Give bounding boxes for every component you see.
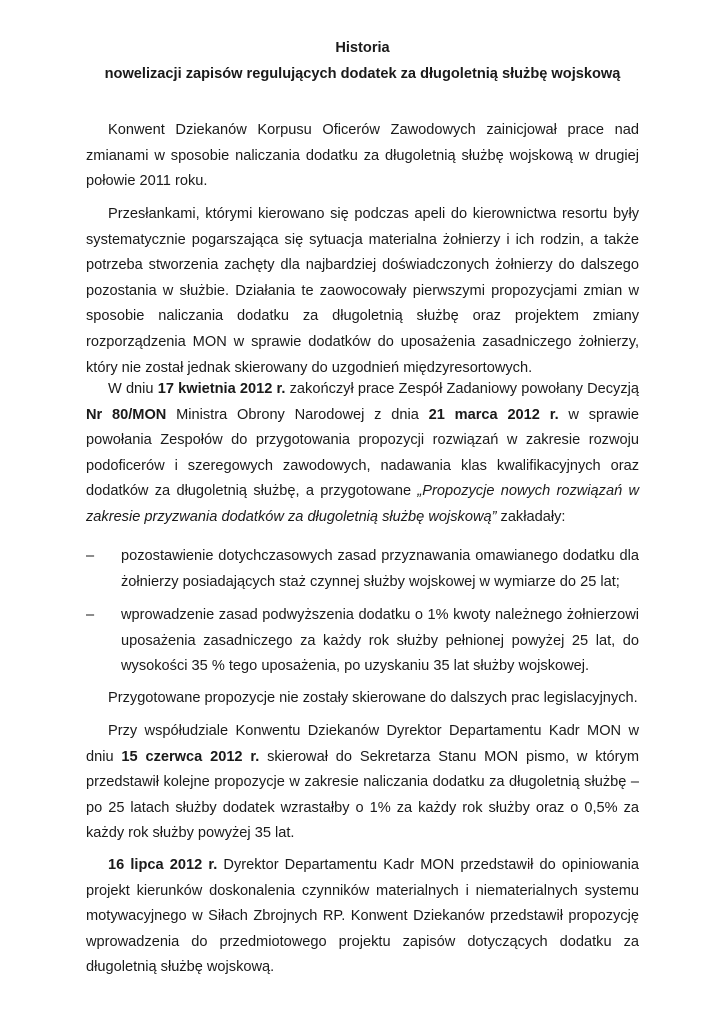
paragraph-2: Przesłankami, którymi kierowano się podczas apeli do kierownictwa resortu były systematycznie pogarszająca się sytuacja materialna żołnierzy i ich rodzin, a także potrzeba stworzenia zachęty dla najbardziej doświadczonych żołnierzy do dalszego pozostania w służbie. Działania te zaowocowały pierwszymi propozycjami zmian w sposobie naliczania dodatku za długoletnią służbę oraz projektem zmiany rozporządzenia MON w sprawie dodatków do uposażenia zasadniczego żołnierzy, który nie został jednak skierowany do uzgodnień międzyresortowych. (86, 206, 639, 376)
p3-text-e: Ministra Obrony Narodowej z dnia (166, 406, 429, 423)
p3-text-i: zakładały: (496, 508, 566, 525)
p3-text-c: zakończył prace Zespół Zadaniowy powołany Decyzją (285, 381, 640, 397)
paragraph-4: Przygotowane propozycje nie zostały skierowane do dalszych prac legislacyjnych. (108, 690, 638, 706)
p6-text-b: Dyrektor Departamentu Kadr MON przedstawił do opiniowania projekt kierunków doskonalenia czynników materialnych i niematerialnych systemu motywacyjnego w Siłach Zbrojnych RP. Konwent Dziekanów przedstawił propozycję wprowadzenia do przedmiotowego projektu zapisów dotyczących dodatku za długoletnią służbę wojskową. (86, 857, 640, 976)
bullet-2-text: wprowadzenie zasad podwyższenia dodatku o 1% kwoty należnego żołnierzowi uposażenia zasadniczego za każdy rok służby pełnionej powyżej 25 lat, do wysokości 35 % tego uposażenia, po uzyskaniu 35 lat służby wojskowej. (121, 607, 639, 675)
p3-date-2: 21 marca 2012 r. (428, 406, 559, 423)
dash-bullet: – (86, 548, 95, 564)
paragraph-1: Konwent Dziekanów Korpusu Oficerów Zawodowych zainicjował prace nad zmianami w sposobie naliczania dodatku za długoletnią służbę wojskową w drugiej połowie 2011 roku. (86, 122, 639, 190)
p3-text-g: w sprawie powołania Zespołów do przygotowania propozycji rozwiązań w zakresie rozwoju podoficerów i szeregowych zawodowych, nadawania klas kwalifikacyjnych oraz dodatków za długoletnią służbę, a przygotowane (86, 406, 640, 500)
p3-quoted-title: „Propozycje nowych rozwiązań w zakresie przyzwania dodatków za długoletnią służbę wojskową” (86, 483, 640, 525)
paragraph-3 (86, 377, 639, 531)
p6-date: 16 lipca 2012 r. (108, 857, 218, 873)
dash-bullet: – (86, 607, 95, 623)
p3-date-1: 17 kwietnia 2012 r. (157, 381, 286, 397)
document-title: Historia (335, 40, 390, 56)
p3-decision-no: Nr 80/MON (86, 406, 167, 423)
p3-text-a: W dniu (108, 381, 158, 397)
paragraph-5 (86, 719, 639, 847)
document-subtitle: nowelizacji zapisów regulujących dodatek za długoletnią służbę wojskową (104, 66, 621, 82)
p5-text-a: Przy współudziale Konwentu Dziekanów Dyrektor Departamentu Kadr MON w dniu (86, 723, 639, 765)
paragraph-6 (86, 853, 639, 981)
p5-text-c: skierował do Sekretarza Stanu MON pismo, w którym przedstawił kolejne propozycje w zakresie naliczania dodatku za długoletnią służbę – po 25 latach służby dodatek wzrastałby o 1% za każdy rok służby oraz o 0,5% za każdy rok służby powyżej 35 lat. (86, 748, 639, 842)
bullet-1-text: pozostawienie dotychczasowych zasad przyznawania omawianego dodatku dla żołnierzy posiadających staż czynnej służby wojskowej w wymiarze do 25 lat; (121, 548, 639, 590)
p5-date: 15 czerwca 2012 r. (121, 748, 260, 765)
